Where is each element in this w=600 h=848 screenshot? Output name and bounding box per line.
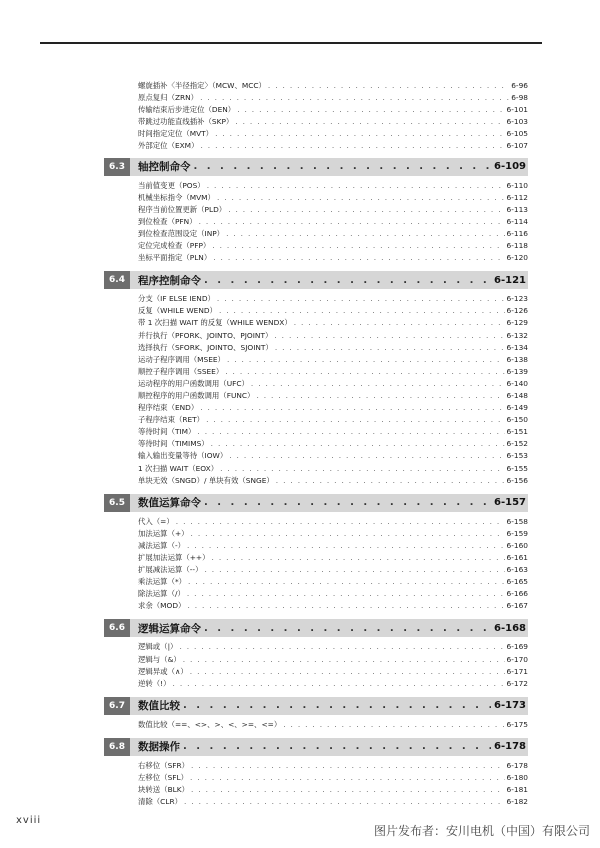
section-title: 逻辑运算命令 bbox=[138, 622, 201, 635]
section-title: 数值比较 bbox=[138, 700, 180, 713]
entry-title: 带 1 次扫描 WAIT 的反复（WHILE WENDX） bbox=[138, 318, 292, 328]
entry-title: 顺控程序的用户函数调用（FUNC） bbox=[138, 390, 255, 400]
toc-entry[interactable] bbox=[104, 378, 528, 390]
dot-leader bbox=[197, 426, 504, 438]
dot-leader bbox=[187, 588, 505, 600]
toc-entry[interactable] bbox=[104, 390, 528, 402]
dot-leader bbox=[275, 342, 505, 354]
entry-title: 运动子程序调用（MSEE） bbox=[138, 354, 225, 364]
toc-entry[interactable] bbox=[104, 317, 528, 329]
dot-leader bbox=[213, 252, 504, 264]
entry-page: 6-182 bbox=[506, 797, 528, 807]
entry-title: 顺控子程序调用（SSEE） bbox=[138, 366, 224, 376]
dot-leader bbox=[190, 772, 505, 784]
entry-title: 并行执行（PFORK、JOINTO、PJOINT） bbox=[138, 330, 273, 340]
entry-page: 6-101 bbox=[506, 105, 528, 115]
entry-title: 机械坐标指令（MVM） bbox=[138, 192, 215, 202]
entry-page: 6-178 bbox=[506, 760, 528, 770]
toc-entry[interactable] bbox=[104, 240, 528, 252]
section-title: 数值运算命令 bbox=[138, 497, 201, 510]
dot-leader bbox=[294, 317, 505, 329]
toc-section bbox=[104, 738, 528, 808]
toc-entry[interactable] bbox=[104, 600, 528, 612]
dot-leader bbox=[173, 678, 505, 690]
entry-title: 逻辑或（|） bbox=[138, 642, 178, 652]
toc-entry[interactable] bbox=[104, 772, 528, 784]
entry-page: 6-151 bbox=[506, 427, 528, 437]
toc-entry[interactable] bbox=[104, 641, 528, 653]
toc-section bbox=[104, 494, 528, 613]
entry-page: 6-158 bbox=[506, 516, 528, 526]
entry-page: 6-96 bbox=[511, 81, 528, 90]
entry-page: 6-153 bbox=[506, 451, 528, 461]
entry-page: 6-149 bbox=[506, 403, 528, 413]
entry-page: 6-103 bbox=[506, 117, 528, 127]
toc-entry[interactable] bbox=[104, 80, 528, 92]
entry-title: 加法运算（+） bbox=[138, 528, 189, 538]
section-header[interactable] bbox=[104, 697, 528, 715]
entry-title: 选择执行（SFORK、JOINTO、SJOINT） bbox=[138, 342, 273, 352]
dot-leader bbox=[212, 240, 504, 252]
toc-entry[interactable] bbox=[104, 414, 528, 426]
toc-entry[interactable] bbox=[104, 252, 528, 264]
entry-title: 原点复归（ZRN） bbox=[138, 93, 199, 103]
entry-title: 逻辑与（&） bbox=[138, 654, 181, 664]
entry-page: 6-156 bbox=[506, 475, 528, 485]
dot-leader bbox=[226, 228, 504, 240]
toc-entry[interactable] bbox=[104, 426, 528, 438]
entry-title: 扩展加法运算（++） bbox=[138, 553, 210, 562]
entry-page: 6-112 bbox=[506, 192, 528, 202]
dot-leader bbox=[274, 330, 504, 342]
dot-leader bbox=[191, 760, 504, 772]
entry-title: 单块无效（SNGD）/ 单块有效（SNGE） bbox=[138, 475, 274, 485]
dot-leader bbox=[219, 305, 505, 317]
entry-title: 运动程序的用户函数调用（UFC） bbox=[138, 378, 249, 388]
dot-leader bbox=[199, 216, 505, 228]
dot-leader bbox=[212, 552, 505, 564]
entry-title: 输入输出变量等待（IOW） bbox=[138, 451, 228, 461]
toc-entry[interactable] bbox=[104, 180, 528, 192]
dot-leader bbox=[217, 192, 505, 204]
section-dot-leader bbox=[183, 741, 491, 752]
entry-page: 6-170 bbox=[506, 654, 528, 664]
dot-leader bbox=[204, 564, 504, 576]
toc-entry[interactable] bbox=[104, 450, 528, 462]
toc-entry[interactable] bbox=[104, 438, 528, 450]
section-page: 6-109 bbox=[494, 161, 526, 173]
dot-leader bbox=[237, 104, 504, 116]
entry-page: 6-107 bbox=[506, 141, 528, 151]
entry-page: 6-120 bbox=[506, 253, 528, 263]
dot-leader bbox=[191, 528, 505, 540]
toc-section bbox=[104, 697, 528, 731]
section-dot-leader bbox=[204, 623, 491, 634]
toc-entry[interactable] bbox=[104, 366, 528, 378]
toc-entry[interactable] bbox=[104, 192, 528, 204]
dot-leader bbox=[179, 641, 504, 653]
toc-entry[interactable] bbox=[104, 140, 528, 152]
section-header[interactable] bbox=[104, 271, 528, 289]
section-entries bbox=[104, 641, 528, 689]
toc-section bbox=[104, 271, 528, 487]
section-page: 6-157 bbox=[494, 497, 526, 509]
dot-leader bbox=[227, 354, 505, 366]
entry-page: 6-116 bbox=[506, 228, 528, 238]
entry-page: 6-165 bbox=[506, 577, 528, 587]
dot-leader bbox=[184, 796, 505, 808]
toc-entry[interactable] bbox=[104, 342, 528, 354]
entry-title: 传输结束后步进定位（DEN） bbox=[138, 105, 236, 115]
entry-page: 6-98 bbox=[511, 93, 528, 103]
section-page: 6-178 bbox=[494, 741, 526, 753]
entry-page: 6-161 bbox=[506, 553, 528, 562]
entry-title: 到位检查（PFN） bbox=[138, 216, 197, 226]
entry-title: 子程序结束（RET） bbox=[138, 415, 205, 425]
dot-leader bbox=[206, 414, 504, 426]
entry-page: 6-152 bbox=[506, 439, 528, 449]
entry-title: 带跳过功能直线插补（SKP） bbox=[138, 117, 234, 127]
toc-entry[interactable] bbox=[104, 116, 528, 128]
entry-title: 当前值变更（POS） bbox=[138, 180, 205, 190]
toc-entry[interactable] bbox=[104, 305, 528, 317]
section-title: 程序控制命令 bbox=[138, 274, 201, 287]
entry-title: 外部定位（EXM） bbox=[138, 141, 199, 151]
lead-entries bbox=[104, 80, 528, 153]
entry-page: 6-132 bbox=[506, 330, 528, 340]
dot-leader bbox=[215, 128, 504, 140]
dot-leader bbox=[183, 654, 505, 666]
section-entries bbox=[104, 760, 528, 808]
dot-leader bbox=[251, 378, 505, 390]
dot-leader bbox=[220, 463, 504, 475]
toc-entry[interactable] bbox=[104, 402, 528, 414]
entry-page: 6-113 bbox=[506, 204, 528, 214]
toc-entry[interactable] bbox=[104, 796, 528, 808]
dot-leader bbox=[268, 80, 509, 92]
dot-leader bbox=[283, 719, 504, 731]
entry-title: 坐标平面指定（PLN） bbox=[138, 253, 212, 263]
toc-entry[interactable] bbox=[104, 330, 528, 342]
toc-entry[interactable] bbox=[104, 666, 528, 678]
section-dot-leader bbox=[204, 275, 491, 286]
entry-page: 6-181 bbox=[506, 785, 528, 795]
dot-leader bbox=[176, 516, 505, 528]
section-number: 6.7 bbox=[104, 697, 130, 715]
footer-page-number: xviii bbox=[16, 815, 42, 826]
entry-title: 1 次扫描 WAIT（EOX） bbox=[138, 463, 219, 473]
entry-title: 到位检查范围设定（INP） bbox=[138, 228, 225, 238]
toc-entry[interactable] bbox=[104, 564, 528, 576]
entry-title: 等待时间（TIM） bbox=[138, 427, 196, 437]
section-entries bbox=[104, 719, 528, 731]
section-page: 6-121 bbox=[494, 274, 526, 286]
toc-entry[interactable] bbox=[104, 784, 528, 796]
entry-title: 定位完成检查（PFP） bbox=[138, 241, 211, 251]
entry-page: 6-126 bbox=[506, 306, 528, 316]
sections bbox=[104, 158, 528, 809]
entry-title: 清除（CLR） bbox=[138, 797, 182, 807]
dot-leader bbox=[228, 204, 504, 216]
entry-title: 数值比较（==、<>、>、<、>=、<=） bbox=[138, 719, 282, 729]
entry-page: 6-180 bbox=[506, 773, 528, 783]
entry-title: 程序结束（END） bbox=[138, 403, 199, 413]
entry-title: 反复（WHILE WEND） bbox=[138, 306, 217, 316]
section-number: 6.5 bbox=[104, 494, 130, 512]
section-entries bbox=[104, 516, 528, 613]
entry-title: 扩展减法运算（--） bbox=[138, 565, 203, 575]
entry-title: 左移位（SFL） bbox=[138, 773, 189, 783]
toc-entry[interactable] bbox=[104, 760, 528, 772]
toc-section bbox=[104, 619, 528, 689]
section-dot-leader bbox=[194, 161, 492, 172]
section-header[interactable] bbox=[104, 738, 528, 756]
entry-page: 6-110 bbox=[506, 180, 528, 190]
dot-leader bbox=[229, 450, 504, 462]
entry-title: 除法运算（/） bbox=[138, 589, 185, 599]
entry-page: 6-123 bbox=[506, 294, 528, 304]
entry-page: 6-163 bbox=[506, 565, 528, 575]
dot-leader bbox=[276, 475, 505, 487]
top-rule bbox=[40, 42, 542, 44]
section-header[interactable] bbox=[104, 494, 528, 512]
toc-entry[interactable] bbox=[104, 516, 528, 528]
entry-page: 6-171 bbox=[506, 666, 528, 676]
dot-leader bbox=[187, 600, 504, 612]
toc-entry[interactable] bbox=[104, 228, 528, 240]
dot-leader bbox=[200, 92, 509, 104]
entry-title: 逆转（!） bbox=[138, 678, 171, 688]
entry-page: 6-140 bbox=[506, 378, 528, 388]
entry-title: 程序当前位置更新（PLD） bbox=[138, 204, 227, 214]
dot-leader bbox=[190, 666, 505, 678]
toc-entry[interactable] bbox=[104, 293, 528, 305]
toc-entry[interactable] bbox=[104, 463, 528, 475]
entry-page: 6-105 bbox=[506, 129, 528, 139]
entry-title: 乘法运算（*） bbox=[138, 577, 187, 587]
toc-entry[interactable] bbox=[104, 552, 528, 564]
dot-leader bbox=[187, 540, 505, 552]
toc-entry[interactable] bbox=[104, 128, 528, 140]
entry-page: 6-169 bbox=[506, 642, 528, 652]
entry-page: 6-148 bbox=[506, 390, 528, 400]
publisher-watermark: 图片发布者：安川电机（中国）有限公司 bbox=[373, 824, 590, 838]
toc-entry[interactable] bbox=[104, 204, 528, 216]
entry-page: 6-114 bbox=[506, 216, 528, 226]
section-dot-leader bbox=[183, 700, 491, 711]
entry-page: 6-159 bbox=[506, 528, 528, 538]
entry-title: 螺旋插补〈半径指定〉（MCW、MCC） bbox=[138, 81, 266, 90]
entry-page: 6-129 bbox=[506, 318, 528, 328]
entry-page: 6-167 bbox=[506, 601, 528, 611]
dot-leader bbox=[225, 366, 504, 378]
entry-page: 6-138 bbox=[506, 354, 528, 364]
dot-leader bbox=[188, 576, 504, 588]
entry-title: 等待时间（TIMIMS） bbox=[138, 439, 209, 449]
toc-entry[interactable] bbox=[104, 576, 528, 588]
dot-leader bbox=[217, 293, 505, 305]
section-number: 6.4 bbox=[104, 271, 130, 289]
section-title: 数据操作 bbox=[138, 741, 180, 754]
toc-entry[interactable] bbox=[104, 678, 528, 690]
entry-page: 6-150 bbox=[506, 415, 528, 425]
entry-title: 求余（MOD） bbox=[138, 601, 186, 611]
section-header[interactable] bbox=[104, 619, 528, 637]
entry-title: 时间指定定位（MVT） bbox=[138, 129, 214, 139]
entry-title: 右移位（SFR） bbox=[138, 760, 190, 770]
toc-entry[interactable] bbox=[104, 528, 528, 540]
entry-page: 6-118 bbox=[506, 241, 528, 251]
dot-leader bbox=[211, 438, 505, 450]
section-number: 6.3 bbox=[104, 158, 130, 176]
entry-page: 6-155 bbox=[506, 463, 528, 473]
entry-title: 逻辑异或（∧） bbox=[138, 666, 188, 676]
entry-title: 分支（IF ELSE IEND） bbox=[138, 294, 215, 304]
entry-page: 6-175 bbox=[506, 719, 528, 729]
entry-title: 代入（=） bbox=[138, 516, 174, 526]
entry-title: 块转送（BLK） bbox=[138, 785, 189, 795]
section-number: 6.6 bbox=[104, 619, 130, 637]
dot-leader bbox=[200, 140, 504, 152]
entry-page: 6-160 bbox=[506, 540, 528, 550]
section-dot-leader bbox=[204, 497, 491, 508]
toc-entry[interactable] bbox=[104, 540, 528, 552]
toc-entry[interactable] bbox=[104, 588, 528, 600]
toc-section bbox=[104, 158, 528, 265]
entry-page: 6-166 bbox=[506, 589, 528, 599]
section-title: 轴控制命令 bbox=[138, 161, 191, 174]
dot-leader bbox=[207, 180, 505, 192]
section-number: 6.8 bbox=[104, 738, 130, 756]
entry-title: 减法运算（-） bbox=[138, 540, 186, 550]
toc-entry[interactable] bbox=[104, 216, 528, 228]
toc-entry[interactable] bbox=[104, 475, 528, 487]
section-header[interactable] bbox=[104, 158, 528, 176]
section-entries bbox=[104, 180, 528, 265]
entry-page: 6-134 bbox=[506, 342, 528, 352]
toc-entry[interactable] bbox=[104, 719, 528, 731]
toc-entry[interactable] bbox=[104, 104, 528, 116]
section-entries bbox=[104, 293, 528, 487]
dot-leader bbox=[200, 402, 504, 414]
toc-entry[interactable] bbox=[104, 654, 528, 666]
table-of-contents bbox=[104, 80, 528, 815]
toc-entry[interactable] bbox=[104, 92, 528, 104]
section-page: 6-173 bbox=[494, 700, 526, 712]
entry-page: 6-139 bbox=[506, 366, 528, 376]
dot-leader bbox=[191, 784, 505, 796]
dot-leader bbox=[256, 390, 504, 402]
toc-entry[interactable] bbox=[104, 354, 528, 366]
entry-page: 6-172 bbox=[506, 678, 528, 688]
dot-leader bbox=[235, 116, 504, 128]
section-page: 6-168 bbox=[494, 622, 526, 634]
